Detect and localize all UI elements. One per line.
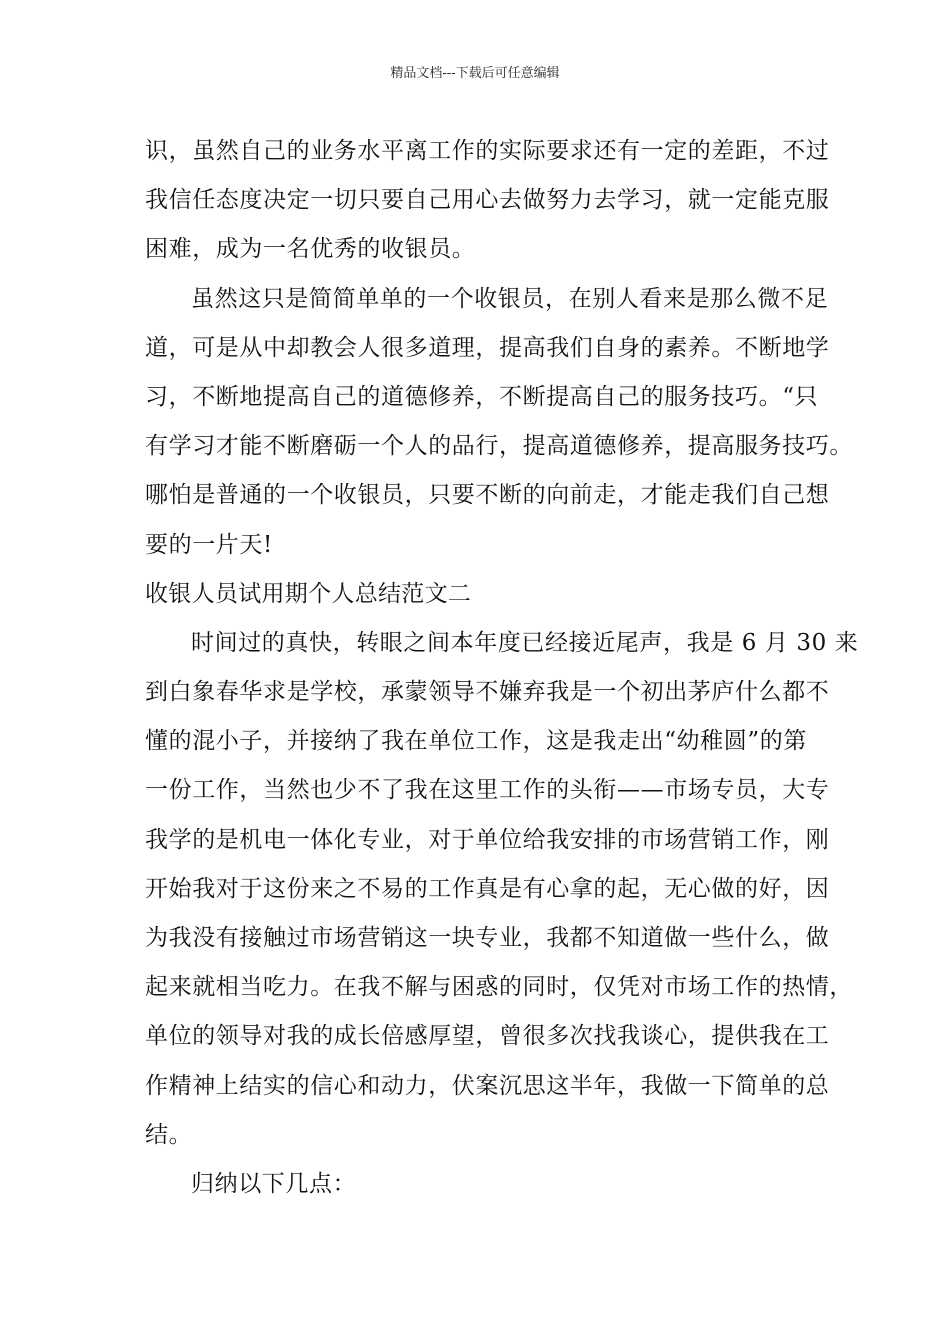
paragraph-first-line: 虽然这只是简简单单的一个收银员，在别人看来是那么微不足 xyxy=(191,285,829,312)
text-line: 结。 xyxy=(145,1121,193,1148)
text-line: 习，不断地提高自己的道德修养，不断提高自己的服务技巧。“只 xyxy=(145,383,819,410)
text-line: 困难，成为一名优秀的收银员。 xyxy=(145,236,476,263)
text-line: 起来就相当吃力。在我不解与困惑的同时，仅凭对市场工作的热情， xyxy=(145,974,853,1001)
text-line: 为我没有接触过市场营销这一块专业，我都不知道做一些什么，做 xyxy=(145,925,830,951)
text-line: 单位的领导对我的成长倍感厚望，曾很多次找我谈心，提供我在工 xyxy=(145,1023,830,1050)
document-body xyxy=(145,127,859,1209)
text-line: 到白象春华求是学校，承蒙领导不嫌弃我是一个初出茅庐什么都不 xyxy=(145,679,830,706)
text-line: 我学的是机电一体化专业，对于单位给我安排的市场营销工作，刚 xyxy=(145,826,830,853)
text-line: 识，虽然自己的业务水平离工作的实际要求还有一定的差距，不过 xyxy=(145,138,830,164)
paragraph-first-line: 归纳以下几点： xyxy=(191,1170,357,1197)
section-heading: 收银人员试用期个人总结范文二 xyxy=(145,580,472,607)
text-line: 我信任态度决定一切只要自己用心去做努力去学习，就一定能克服 xyxy=(145,187,830,214)
page-header: 精品文档---下载后可任意编辑 xyxy=(390,66,560,81)
text-line: 作精神上结实的信心和动力，伏案沉思这半年，我做一下简单的总 xyxy=(145,1072,830,1099)
text-line: 一份工作，当然也少不了我在这里工作的头衔——市场专员，大专 xyxy=(145,777,830,804)
text-line: 哪怕是普通的一个收银员，只要不断的向前走，才能走我们自己想 xyxy=(145,482,830,509)
paragraph-first-line: 时间过的真快，转眼之间本年度已经接近尾声，我是 6 月 30 来 xyxy=(191,629,859,656)
text-line: 道，可是从中却教会人很多道理，提高我们自身的素养。不断地学 xyxy=(145,334,830,361)
text-line: 有学习才能不断磨砺一个人的品行，提高道德修养，提高服务技巧。 xyxy=(145,433,853,460)
text-line: 开始我对于这份来之不易的工作真是有心拿的起，无心做的好，因 xyxy=(145,875,830,902)
text-line: 要的一片天! xyxy=(145,531,273,558)
text-line: 懂的混小子，并接纳了我在单位工作，这是我走出“幼稚圆”的第 xyxy=(145,728,807,755)
